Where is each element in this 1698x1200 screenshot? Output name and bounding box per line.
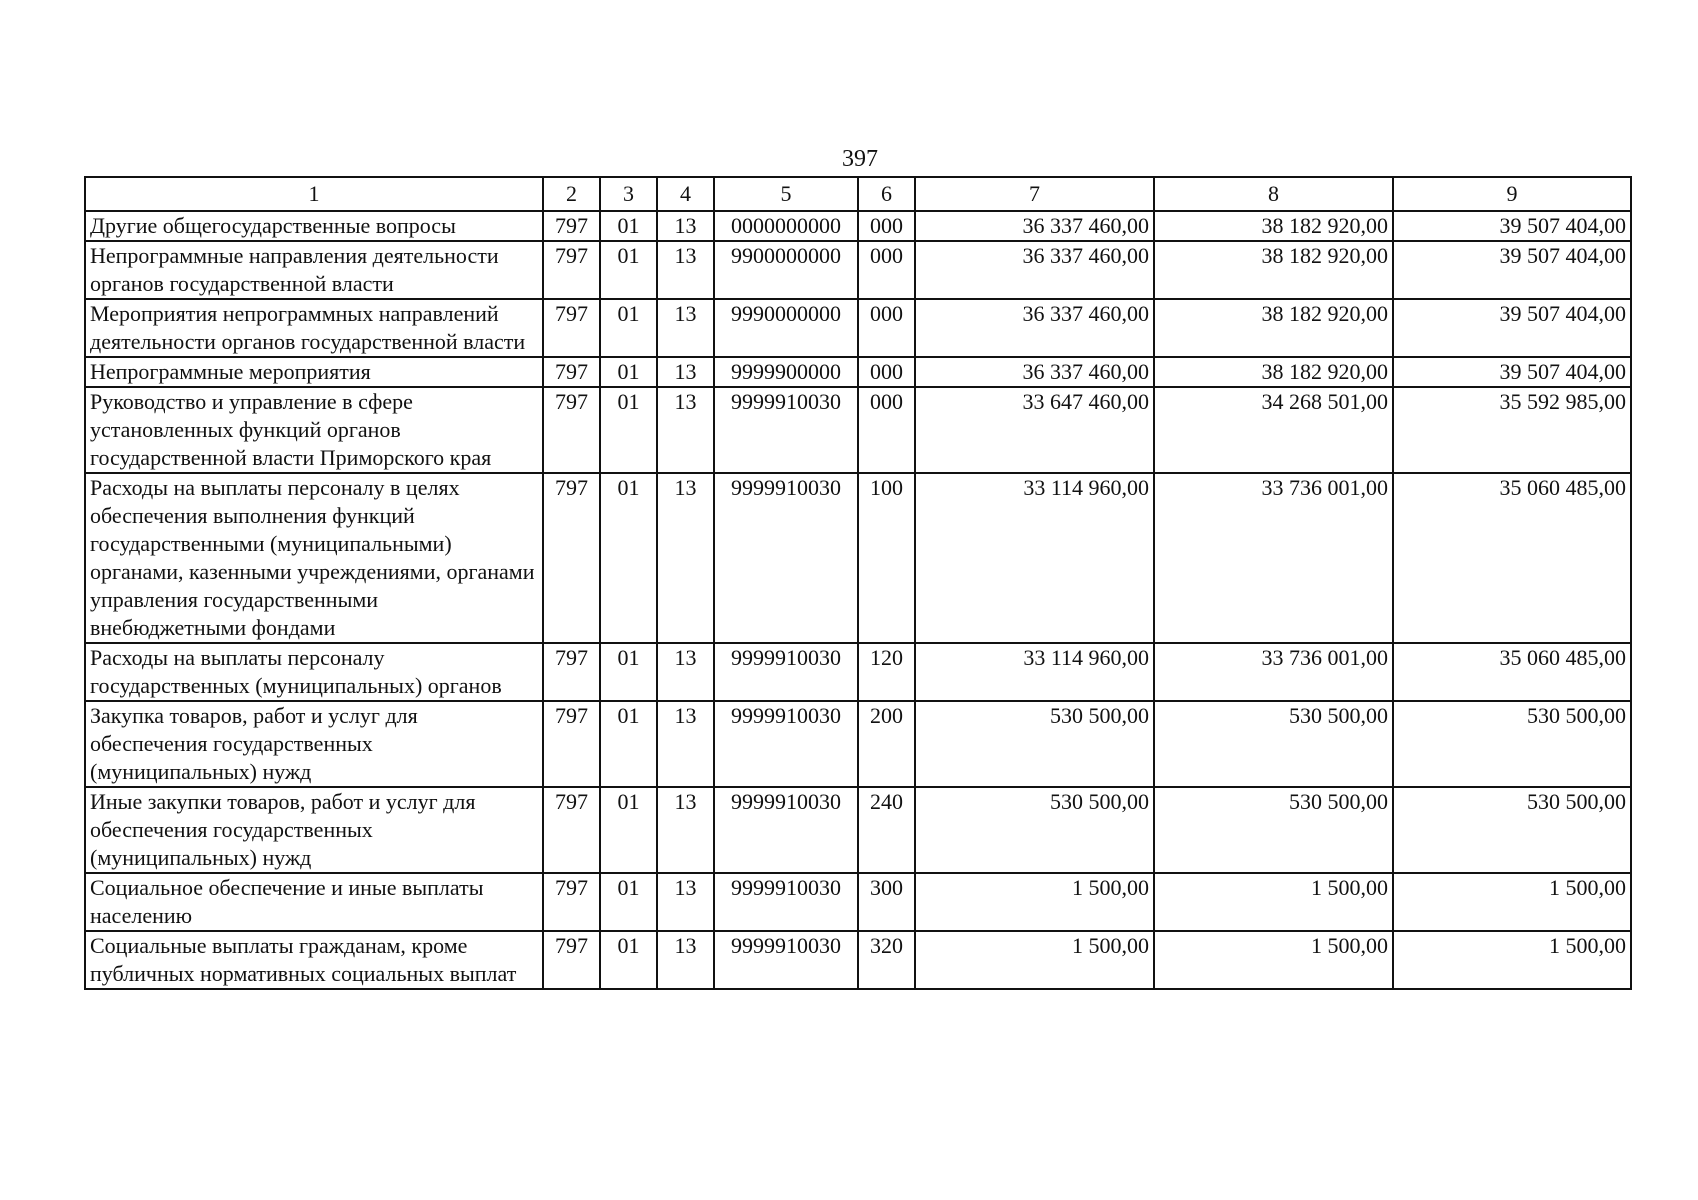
section-code: 01: [600, 873, 657, 931]
section-code: 01: [600, 241, 657, 299]
table-row: [85, 787, 1631, 873]
expense-type-code: 000: [858, 241, 915, 299]
amount-col-9: 35 060 485,00: [1393, 473, 1631, 643]
amount-col-9: 39 507 404,00: [1393, 299, 1631, 357]
table-row: [85, 473, 1631, 643]
amount-col-8: 530 500,00: [1154, 787, 1393, 873]
ministry-code: 797: [543, 931, 600, 989]
expense-type-code: 000: [858, 211, 915, 241]
col-header-7: 7: [915, 177, 1154, 211]
amount-col-7: 33 647 460,00: [915, 387, 1154, 473]
table-row: [85, 387, 1631, 473]
amount-col-7: 36 337 460,00: [915, 211, 1154, 241]
subsection-code: 13: [657, 473, 714, 643]
ministry-code: 797: [543, 241, 600, 299]
expense-name: Руководство и управление в сфере установленных функций органов государственной власти Приморского края: [85, 387, 543, 473]
table-row: [85, 211, 1631, 241]
ministry-code: 797: [543, 357, 600, 387]
table-row: [85, 299, 1631, 357]
expense-type-code: 120: [858, 643, 915, 701]
target-article-code: 9999910030: [714, 873, 858, 931]
table-row: [85, 701, 1631, 787]
expense-name: Закупка товаров, работ и услуг для обеспечения государственных (муниципальных) нужд: [85, 701, 543, 787]
table-row: [85, 241, 1631, 299]
section-code: 01: [600, 211, 657, 241]
amount-col-9: 1 500,00: [1393, 873, 1631, 931]
amount-col-8: 1 500,00: [1154, 931, 1393, 989]
amount-col-8: 38 182 920,00: [1154, 241, 1393, 299]
expense-name: Социальные выплаты гражданам, кроме публичных нормативных социальных выплат: [85, 931, 543, 989]
col-header-5: 5: [714, 177, 858, 211]
ministry-code: 797: [543, 299, 600, 357]
expense-type-code: 320: [858, 931, 915, 989]
section-code: 01: [600, 643, 657, 701]
section-code: 01: [600, 473, 657, 643]
amount-col-7: 33 114 960,00: [915, 643, 1154, 701]
target-article-code: 0000000000: [714, 211, 858, 241]
expense-name: Непрограммные мероприятия: [85, 357, 543, 387]
amount-col-9: 35 592 985,00: [1393, 387, 1631, 473]
expense-type-code: 000: [858, 387, 915, 473]
expense-name: Иные закупки товаров, работ и услуг для обеспечения государственных (муниципальных) нужд: [85, 787, 543, 873]
section-code: 01: [600, 299, 657, 357]
expense-type-code: 100: [858, 473, 915, 643]
section-code: 01: [600, 701, 657, 787]
subsection-code: 13: [657, 241, 714, 299]
col-header-1: 1: [85, 177, 543, 211]
subsection-code: 13: [657, 299, 714, 357]
amount-col-7: 36 337 460,00: [915, 241, 1154, 299]
ministry-code: 797: [543, 387, 600, 473]
target-article-code: 9999910030: [714, 701, 858, 787]
ministry-code: 797: [543, 211, 600, 241]
amount-col-7: 36 337 460,00: [915, 357, 1154, 387]
amount-col-9: 35 060 485,00: [1393, 643, 1631, 701]
section-code: 01: [600, 931, 657, 989]
col-header-4: 4: [657, 177, 714, 211]
expense-type-code: 200: [858, 701, 915, 787]
ministry-code: 797: [543, 787, 600, 873]
amount-col-7: 530 500,00: [915, 787, 1154, 873]
table-row: [85, 643, 1631, 701]
col-header-6: 6: [858, 177, 915, 211]
expense-name: Другие общегосударственные вопросы: [85, 211, 543, 241]
amount-col-7: 36 337 460,00: [915, 299, 1154, 357]
subsection-code: 13: [657, 787, 714, 873]
header-row: [85, 177, 1631, 211]
amount-col-9: 39 507 404,00: [1393, 241, 1631, 299]
amount-col-8: 530 500,00: [1154, 701, 1393, 787]
amount-col-8: 33 736 001,00: [1154, 643, 1393, 701]
amount-col-8: 34 268 501,00: [1154, 387, 1393, 473]
amount-col-7: 1 500,00: [915, 931, 1154, 989]
amount-col-7: 33 114 960,00: [915, 473, 1154, 643]
expense-name: Непрограммные направления деятельности органов государственной власти: [85, 241, 543, 299]
amount-col-7: 1 500,00: [915, 873, 1154, 931]
section-code: 01: [600, 387, 657, 473]
amount-col-7: 530 500,00: [915, 701, 1154, 787]
expense-type-code: 000: [858, 299, 915, 357]
target-article-code: 9990000000: [714, 299, 858, 357]
target-article-code: 9999910030: [714, 643, 858, 701]
expense-name: Мероприятия непрограммных направлений деятельности органов государственной власти: [85, 299, 543, 357]
page-number: 397: [842, 146, 878, 172]
subsection-code: 13: [657, 931, 714, 989]
amount-col-9: 530 500,00: [1393, 701, 1631, 787]
ministry-code: 797: [543, 873, 600, 931]
amount-col-9: 39 507 404,00: [1393, 211, 1631, 241]
subsection-code: 13: [657, 357, 714, 387]
amount-col-8: 1 500,00: [1154, 873, 1393, 931]
target-article-code: 9999900000: [714, 357, 858, 387]
budget-table: [84, 176, 1632, 990]
col-header-3: 3: [600, 177, 657, 211]
expense-type-code: 300: [858, 873, 915, 931]
subsection-code: 13: [657, 701, 714, 787]
section-code: 01: [600, 787, 657, 873]
amount-col-8: 33 736 001,00: [1154, 473, 1393, 643]
ministry-code: 797: [543, 643, 600, 701]
amount-col-8: 38 182 920,00: [1154, 211, 1393, 241]
table-row: [85, 357, 1631, 387]
expense-type-code: 000: [858, 357, 915, 387]
col-header-2: 2: [543, 177, 600, 211]
col-header-8: 8: [1154, 177, 1393, 211]
expense-name: Расходы на выплаты персоналу государственных (муниципальных) органов: [85, 643, 543, 701]
expense-name: Социальное обеспечение и иные выплаты населению: [85, 873, 543, 931]
target-article-code: 9999910030: [714, 473, 858, 643]
section-code: 01: [600, 357, 657, 387]
amount-col-8: 38 182 920,00: [1154, 357, 1393, 387]
amount-col-9: 39 507 404,00: [1393, 357, 1631, 387]
ministry-code: 797: [543, 701, 600, 787]
target-article-code: 9900000000: [714, 241, 858, 299]
subsection-code: 13: [657, 387, 714, 473]
target-article-code: 9999910030: [714, 387, 858, 473]
expense-type-code: 240: [858, 787, 915, 873]
target-article-code: 9999910030: [714, 787, 858, 873]
amount-col-8: 38 182 920,00: [1154, 299, 1393, 357]
table-row: [85, 931, 1631, 989]
ministry-code: 797: [543, 473, 600, 643]
table-row: [85, 873, 1631, 931]
col-header-9: 9: [1393, 177, 1631, 211]
amount-col-9: 1 500,00: [1393, 931, 1631, 989]
subsection-code: 13: [657, 643, 714, 701]
amount-col-9: 530 500,00: [1393, 787, 1631, 873]
subsection-code: 13: [657, 211, 714, 241]
expense-name: Расходы на выплаты персоналу в целях обеспечения выполнения функций государственными (муниципальными) органами, казенными учреждениями, органами управления государственными внебюджетными фондами: [85, 473, 543, 643]
target-article-code: 9999910030: [714, 931, 858, 989]
subsection-code: 13: [657, 873, 714, 931]
